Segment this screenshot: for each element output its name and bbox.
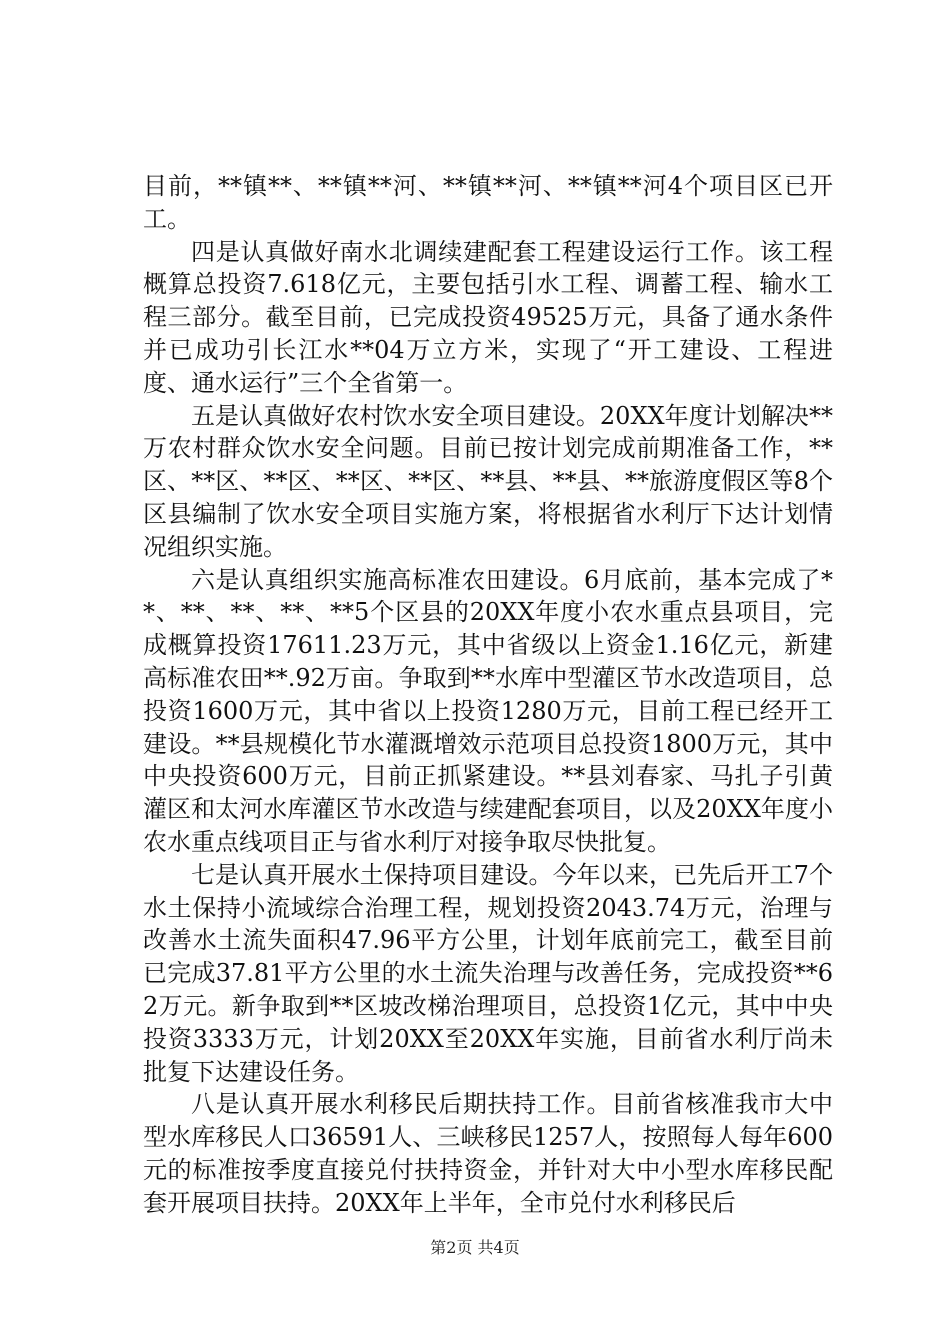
- paragraph-item-5: 五是认真做好农村饮水安全项目建设。20XX年度计划解决**万农村群众饮水安全问题。目前已按计划完成前期准备工作，**区、**区、**区、**区、**区、**县、**县、**旅游度假区等8个区县编制了饮水安全项目实施方案，将根据省水利厅下达计划情况组织实施。: [143, 401, 833, 561]
- page-number-footer: 第2页 共4页: [430, 1238, 520, 1257]
- paragraph-item-8: 八是认真开展水利移民后期扶持工作。目前省核准我市大中型水库移民人口36591人、三峡移民1257人，按照每人每年600元的标准按季度直接兑付扶持资金，并针对大中小型水库移民配套开展项目扶持。20XX年上半年，全市兑付水利移民后: [143, 1090, 833, 1217]
- paragraph-item-4: 四是认真做好南水北调续建配套工程建设运行工作。该工程概算总投资7.618亿元，主要包括引水工程、调蓄工程、输水工程三部分。截至目前，已完成投资49525万元，具备了通水条件并已成功引长江水**04万立方米，实现了“开工建设、工程进度、通水运行”三个全省第一。: [143, 237, 833, 397]
- paragraph-item-6: 六是认真组织实施高标准农田建设。6月底前，基本完成了**、**、**、**、**5个区县的20XX年度小农水重点县项目，完成概算投资17611.23万元，其中省级以上资金1.16亿元，新建高标准农田**.92万亩。争取到**水库中型灌区节水改造项目，总投资1600万元，其中省以上投资1280万元，目前工程已经开工建设。**县规模化节水灌溉增效示范项目总投资1800万元，其中中央投资600万元，目前正抓紧建设。**县刘春家、马扎子引黄灌区和太河水库灌区节水改造与续建配套项目，以及20XX年度小农水重点线项目正与省水利厅对接争取尽快批复。: [143, 565, 833, 856]
- paragraph-item-7: 七是认真开展水土保持项目建设。今年以来，已先后开工7个水土保持小流域综合治理工程，规划投资2043.74万元，治理与改善水土流失面积47.96平方公里，计划年底前完工，截至目前已完成37.81平方公里的水土流失治理与改善任务，完成投资**62万元。新争取到**区坡改梯治理项目，总投资1亿元，其中中央投资3333万元，计划20XX至20XX年实施，目前省水利厅尚未批复下达建设任务。: [143, 860, 833, 1086]
- page-body: [143, 170, 833, 1220]
- paragraph-continuation: 目前，**镇**、**镇**河、**镇**河、**镇**河4个项目区已开工。: [143, 172, 833, 233]
